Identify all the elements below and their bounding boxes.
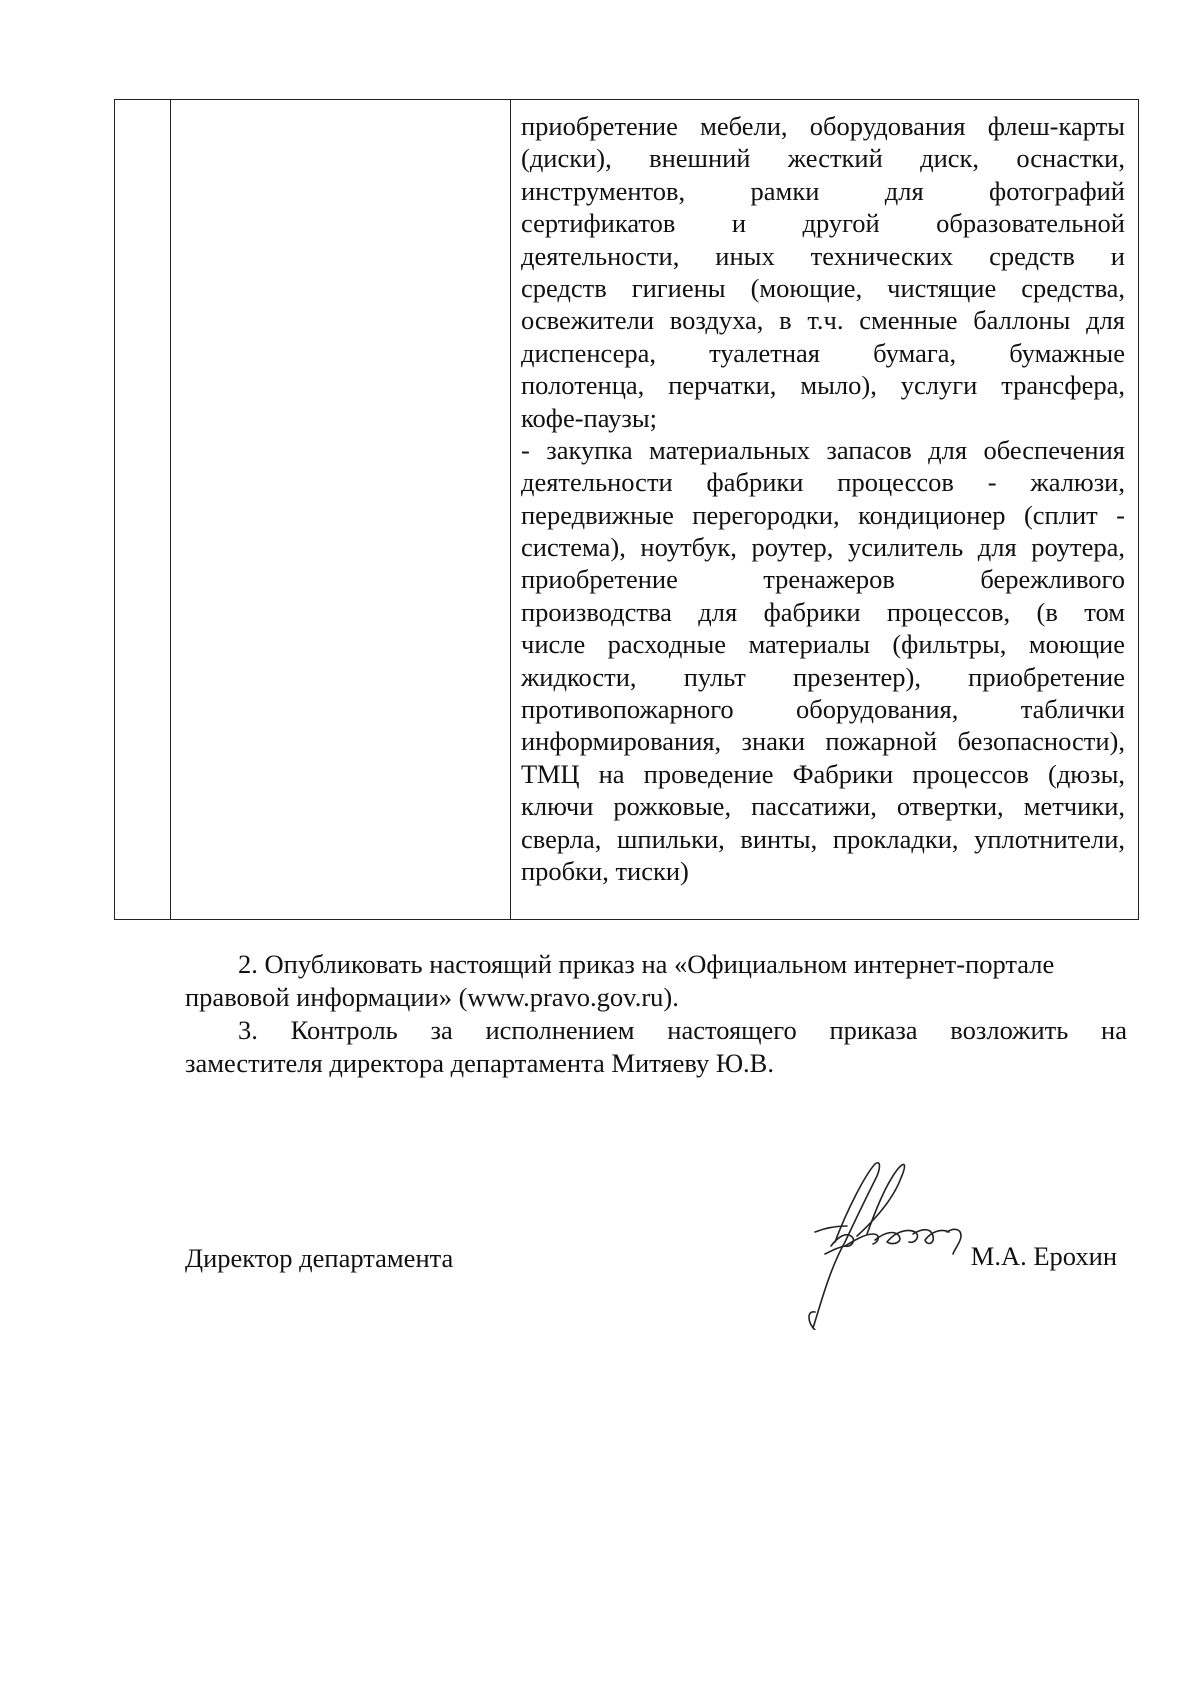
paragraph-line: 3. Контроль за исполнением настоящего приказа возложить на — [238, 1015, 1127, 1045]
paragraph-line: заместителя директора департамента Митяеву Ю.В. — [185, 1048, 774, 1078]
paragraph-item-2 — [185, 948, 1127, 1014]
cell-line: ключи рожковые, пассатижи, отвертки, метчики, — [521, 791, 1125, 822]
cell-line: деятельности фабрики процессов - жалюзи, — [521, 467, 1125, 498]
paragraph-line: правовой информации» (www.pravo.gov.ru). — [185, 982, 679, 1012]
cell-line: сверла, шпильки, винты, прокладки, уплотнители, — [521, 823, 1125, 854]
cell-line: деятельности, иных технических средств и — [521, 240, 1125, 271]
cell-line: числе расходные материалы (фильтры, моющие — [521, 629, 1125, 660]
signatory-title: Директор департамента — [185, 1243, 454, 1273]
cell-line: пробки, тиски) — [521, 855, 689, 886]
cell-line: производства для фабрики процессов, (в том — [521, 596, 1125, 627]
cell-line: информирования, знаки пожарной безопасности), — [521, 726, 1125, 757]
cell-line: инструментов, рамки для фотографий — [521, 175, 1125, 206]
paragraph-item-3 — [185, 1014, 1127, 1080]
cell-line: противопожарного оборудования, таблички — [521, 694, 1125, 725]
cell-line: кофе-паузы; — [521, 402, 658, 433]
cell-line: средств гигиены (моющие, чистящие средства, — [521, 272, 1125, 303]
signatory-name: М.А. Ерохин — [970, 1241, 1117, 1271]
table-cell-description — [521, 110, 1125, 887]
cell-line: система), ноутбук, роутер, усилитель для роутера, — [521, 532, 1125, 563]
table-column-divider-2 — [510, 100, 511, 919]
cell-line: приобретение мебели, оборудования флеш-карты — [521, 111, 1125, 141]
handwritten-signature — [785, 1150, 995, 1330]
cell-line: приобретение тренажеров бережливого — [521, 564, 1125, 595]
cell-line: освежители воздуха, в т.ч. сменные баллоны для — [521, 305, 1125, 336]
cell-line: ТМЦ на проведение Фабрики процессов (дюзы, — [521, 758, 1125, 789]
cell-line: (диски), внешний жесткий диск, оснастки, — [521, 143, 1125, 174]
table-column-divider-1 — [170, 100, 171, 919]
cell-line: полотенца, перчатки, мыло), услуги трансфера, — [521, 370, 1125, 401]
budget-table — [114, 99, 1139, 920]
cell-line: диспенсера, туалетная бумага, бумажные — [521, 337, 1125, 368]
cell-line: - закупка материальных запасов для обеспечения — [521, 434, 1125, 465]
paragraph-line: 2. Опубликовать настоящий приказ на «Официальном интернет-портале — [238, 949, 1055, 979]
cell-line: жидкости, пульт презентер), приобретение — [521, 661, 1125, 692]
cell-line: передвижные перегородки, кондиционер (сплит - — [521, 499, 1125, 530]
cell-line: сертификатов и другой образовательной — [521, 208, 1125, 239]
